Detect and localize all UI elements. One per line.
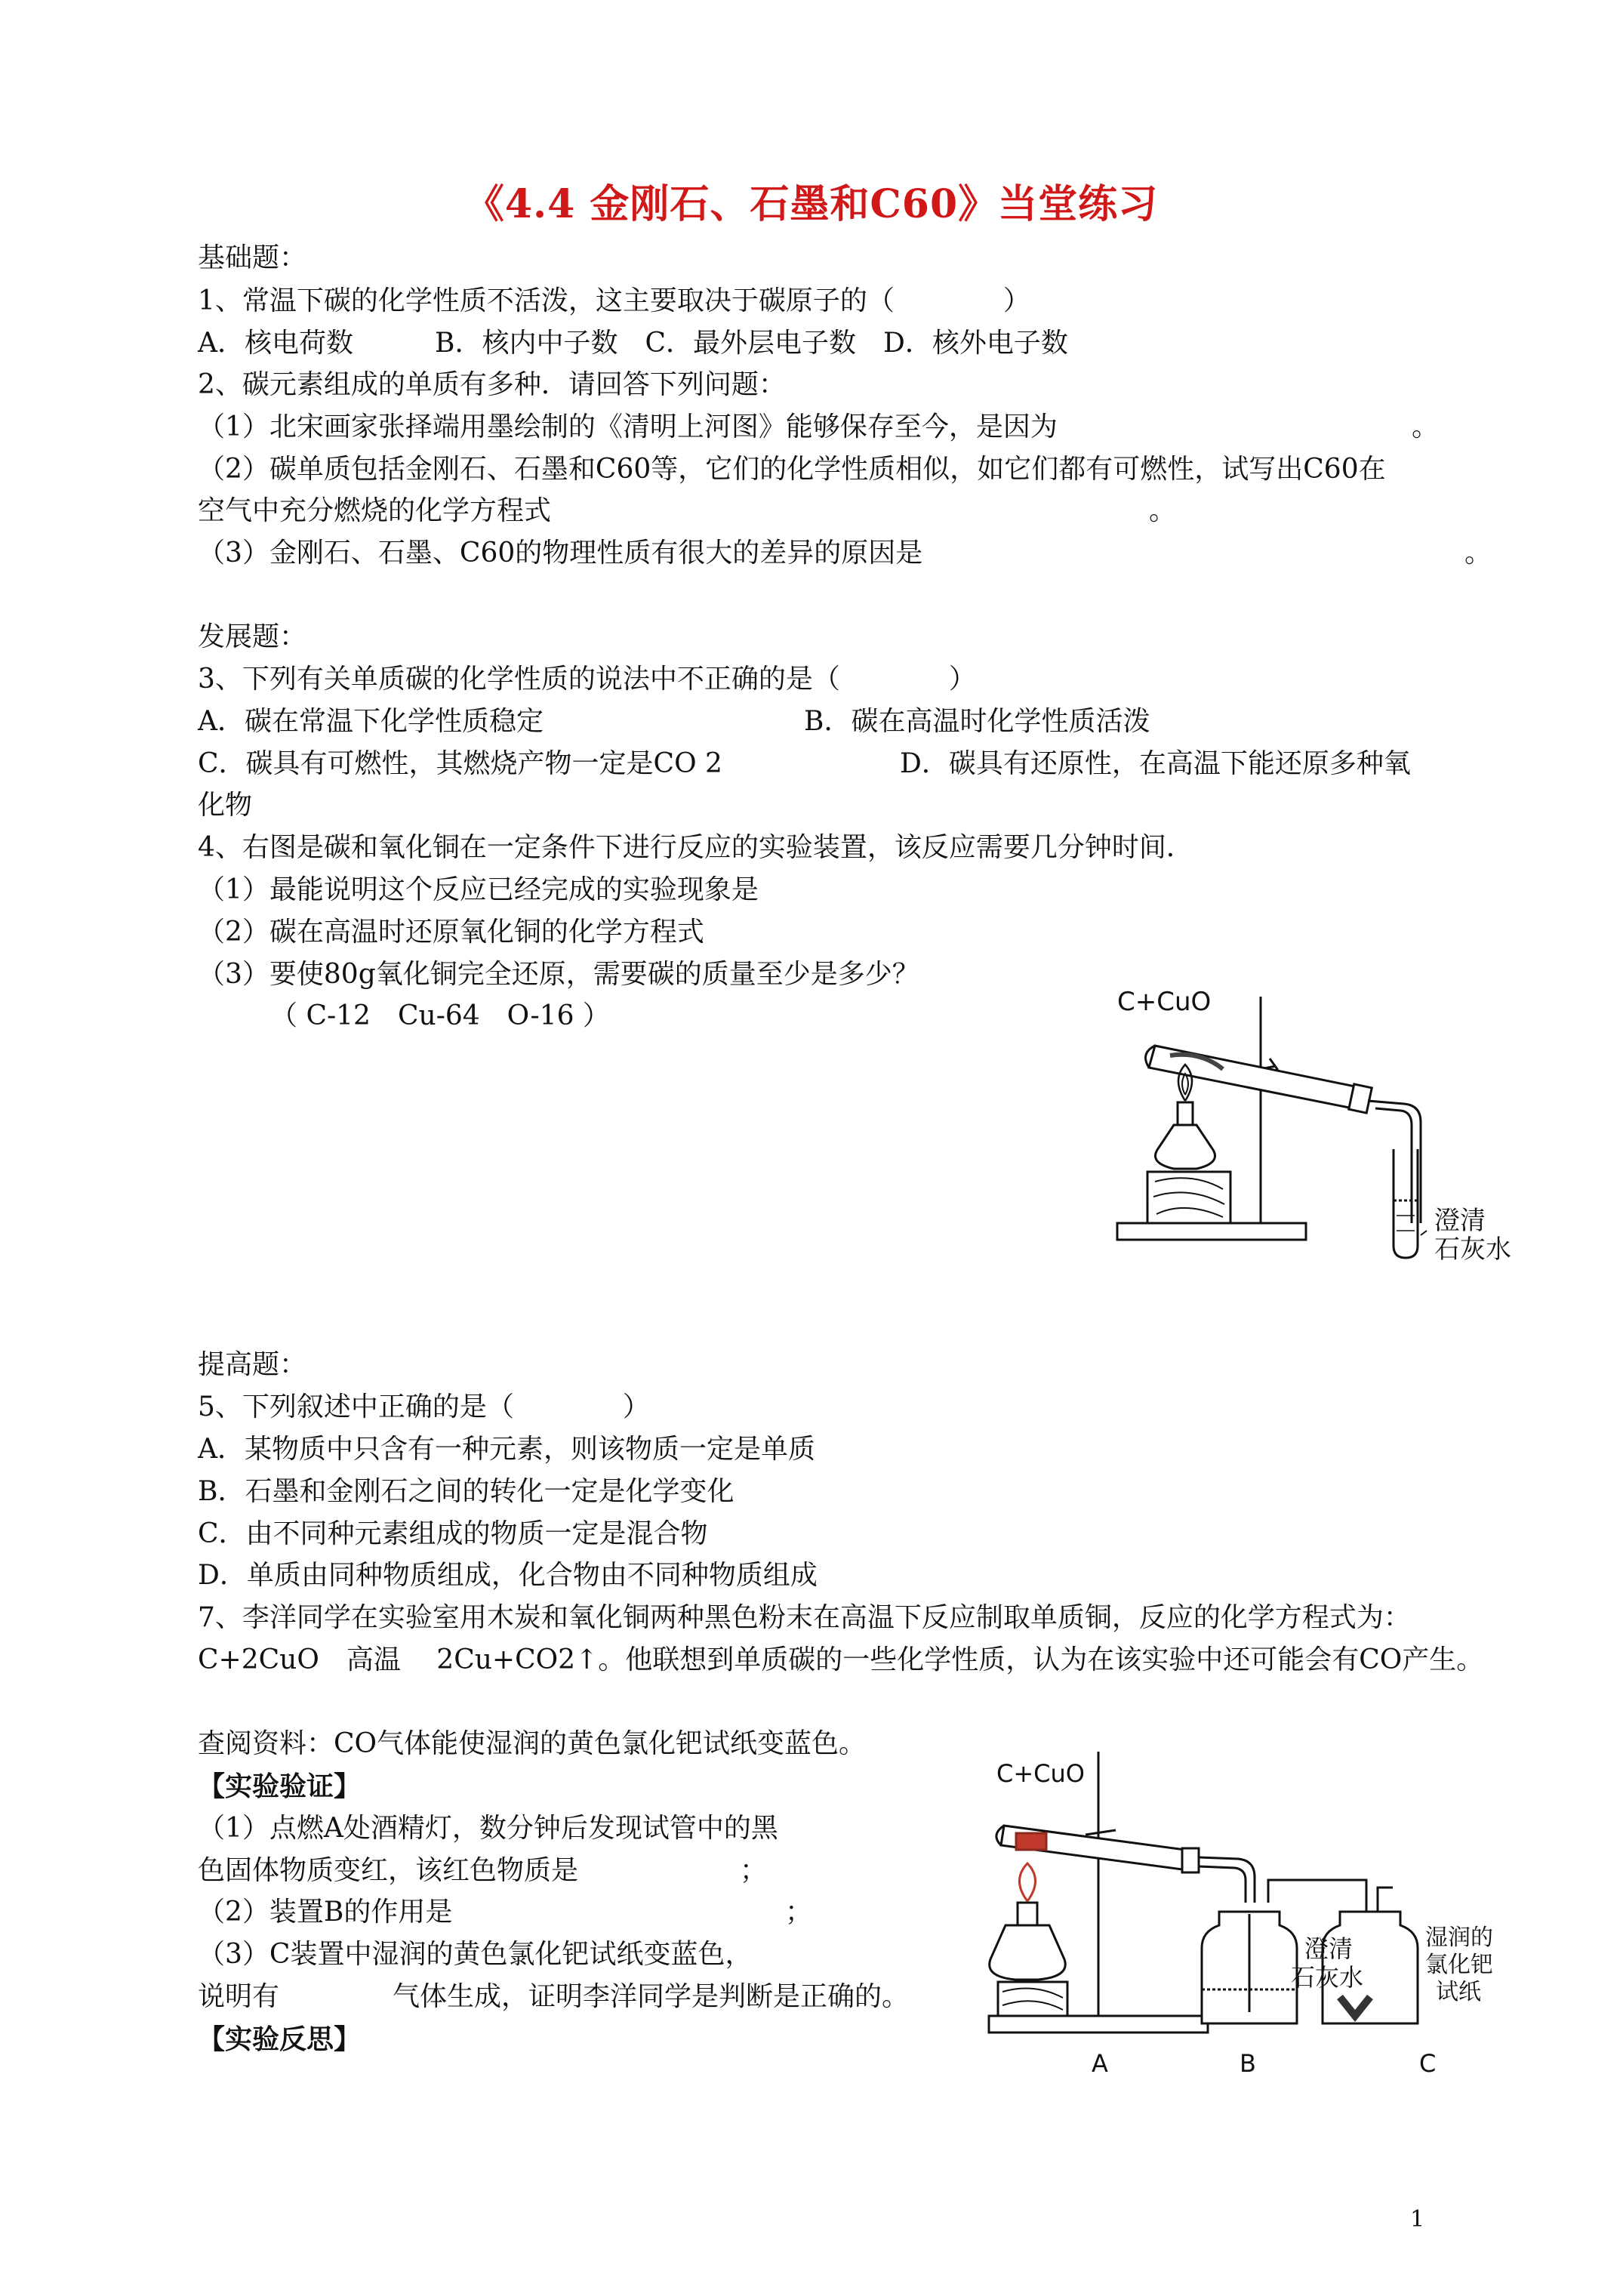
fig1-label-cuo: C+CuO	[1117, 987, 1212, 1017]
q7-verify-1b-end: ；	[740, 1855, 768, 1886]
section-develop: 发展题：	[198, 621, 307, 652]
page-number: 1	[1410, 2206, 1425, 2233]
fig2-label-c: C	[1419, 2049, 1437, 2078]
q2-part3-end: 。	[1464, 538, 1492, 569]
q7-reference: 查阅资料：CO气体能使湿润的黄色氯化钯试纸变蓝色。	[198, 1728, 867, 1759]
q7-verify-1a: （1）点燃A处酒精灯，数分钟后发现试管中的黑	[198, 1813, 778, 1844]
q7-verify-heading: 【实验验证】	[198, 1771, 362, 1802]
q2-part1: （1）北宋画家张择端用墨绘制的《清明上河图》能够保存至今，是因为	[198, 411, 1058, 442]
q7-verify-3a: （3）C装置中湿润的黄色氯化钯试纸变蓝色，	[198, 1939, 753, 1970]
q3-option-c: C．碳具有可燃性，其燃烧产物一定是CO 2	[198, 748, 722, 779]
q5-option-a: A．某物质中只含有一种元素，则该物质一定是单质	[198, 1434, 815, 1465]
q7-verify-2-end: ；	[785, 1897, 813, 1928]
fig2-label-c-2: 氯化钯	[1425, 1952, 1493, 1978]
figure-carbon-cuo-apparatus	[1072, 974, 1555, 1261]
page-title: 《4.4 金刚石、石墨和C60》当堂练习	[464, 181, 1159, 227]
fig1-label-limewater-2: 石灰水	[1434, 1234, 1511, 1261]
q4-stem: 4、右图是碳和氧化铜在一定条件下进行反应的实验装置，该反应需要几分钟时间．	[198, 832, 1193, 863]
fig2-label-b-2: 石灰水	[1291, 1963, 1364, 1992]
q7-verify-3b-1: 说明有	[198, 1981, 280, 2012]
q7-stem: 7、李洋同学在实验室用木炭和氧化铜两种黑色粉末在高温下反应制取单质铜，反应的化学方程式为：	[198, 1602, 1411, 1633]
q3-option-d: D．碳具有还原性，在高温下能还原多种氧	[900, 748, 1411, 779]
fig2-label-c-3: 试纸	[1436, 1979, 1481, 2005]
fig2-label-b: B	[1240, 2049, 1256, 2078]
q7-equation: C+2CuO 高温 2Cu+CO2↑。他联想到单质碳的一些化学性质，认为在该实验中还可能会有CO产生。	[198, 1644, 1484, 1675]
q7-verify-2: （2）装置B的作用是	[198, 1897, 453, 1928]
q2-part2b-end: 。	[1149, 495, 1177, 526]
q7-verify-1b: 色固体物质变红，该红色物质是	[198, 1855, 579, 1886]
figure-co-detection-apparatus	[959, 1737, 1548, 2099]
q5-option-b: B．石墨和金刚石之间的转化一定是化学变化	[198, 1476, 735, 1507]
q2-part1-end: 。	[1412, 411, 1440, 442]
fig1-label-limewater-1: 澄清	[1434, 1206, 1486, 1236]
fig2-label-a: A	[1092, 2049, 1108, 2078]
q3-option-b: B．碳在高温时化学性质活泼	[804, 706, 1150, 737]
fig2-label-b-1: 澄清	[1304, 1934, 1354, 1963]
q3-option-a: A．碳在常温下化学性质稳定	[198, 706, 544, 737]
section-basic: 基础题：	[198, 242, 307, 273]
q3-option-d-cont: 化物	[198, 790, 253, 821]
q3-stem: 3、下列有关单质碳的化学性质的说法中不正确的是（ ）	[198, 664, 976, 695]
q7-reflect-heading: 【实验反思】	[198, 2023, 362, 2055]
q1-options: A．核电荷数 B．核内中子数 C．最外层电子数 D．核外电子数	[198, 328, 1068, 359]
q2-part2: （2）碳单质包括金刚石、石墨和C60等，它们的化学性质相似，如它们都有可燃性，试写出C60在	[198, 454, 1386, 485]
q5-option-c: C．由不同种元素组成的物质一定是混合物	[198, 1518, 708, 1549]
q4-part2: （2）碳在高温时还原氧化铜的化学方程式	[198, 917, 704, 948]
q2-part2b: 空气中充分燃烧的化学方程式	[198, 495, 552, 526]
q4-atomic-masses: （ C-12 Cu-64 O-16 ）	[270, 1000, 610, 1031]
q5-option-d: D．单质由同种物质组成，化合物由不同种物质组成	[198, 1560, 818, 1591]
q2-part3: （3）金刚石、石墨、C60的物理性质有很大的差异的原因是	[198, 538, 923, 569]
q7-verify-3b-2: 气体生成，证明李洋同学是判断是正确的。	[393, 1981, 910, 2012]
q5-stem: 5、下列叙述中正确的是（ ）	[198, 1391, 650, 1422]
section-advanced: 提高题：	[198, 1349, 307, 1380]
q4-part1: （1）最能说明这个反应已经完成的实验现象是	[198, 874, 759, 905]
q4-part3: （3）要使80g氧化铜完全还原，需要碳的质量至少是多少？	[198, 959, 919, 990]
q2-stem: 2、碳元素组成的单质有多种．请回答下列问题：	[198, 369, 786, 400]
fig2-label-cuo: C+CuO	[996, 1759, 1085, 1788]
fig2-label-c-1: 湿润的	[1425, 1925, 1493, 1951]
q1-stem: 1、常温下碳的化学性质不活泼，这主要取决于碳原子的（ ）	[198, 285, 1030, 316]
